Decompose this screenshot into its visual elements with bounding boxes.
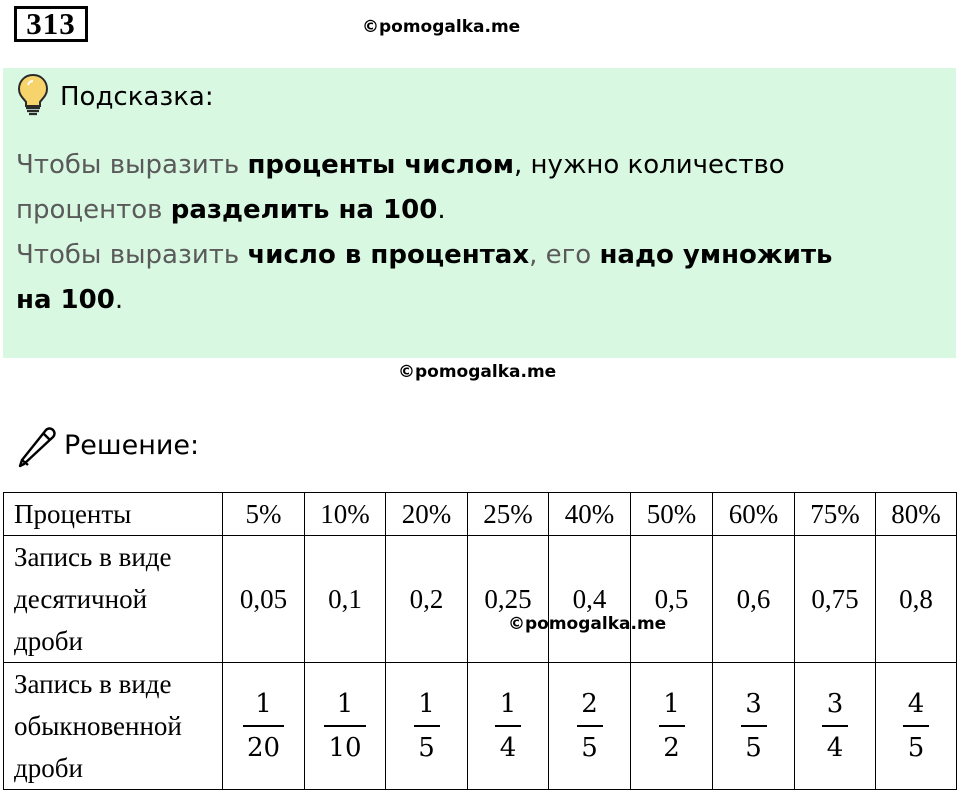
denominator: 10 [328,733,362,763]
fraction [903,687,929,765]
hint-emphasis: на 100 [16,285,115,315]
numerator: 1 [418,689,435,719]
fraction-bar [741,725,767,727]
watermark-middle: ©pomogalka.me [398,362,557,382]
hint-text [16,143,916,323]
fraction-bar [243,725,284,727]
fraction [577,687,603,765]
denominator: 20 [246,733,281,763]
denominator: 5 [907,733,925,763]
table-cell: 10% [305,493,386,536]
hint-title: Подсказка: [60,82,214,112]
fraction-cell [223,663,305,790]
table-cell: 0,75 [795,536,876,663]
row-header-fractions [4,663,223,790]
hint-line-4 [16,278,916,323]
numerator: 3 [745,689,762,719]
lightbulb-icon [16,73,50,117]
row-header-line: дроби [14,753,83,783]
hint-text-segment: , нужно количество [514,150,785,180]
row-header-line: дроби [14,626,83,656]
fraction-bar [414,725,440,727]
table-cell: 60% [713,493,795,536]
table-cell: 25% [468,493,549,536]
denominator: 5 [581,733,598,763]
hint-text-segment: . [114,285,124,315]
fraction-cell [386,663,468,790]
table-cell: 0,2 [386,536,468,663]
hint-emphasis: число в процентах [247,240,530,270]
fraction-cell [549,663,631,790]
row-header-line: Запись в виде [14,669,172,699]
watermark-top: ©pomogalka.me [362,17,521,37]
numerator: 1 [336,689,354,719]
fraction-bar [903,725,929,727]
table-cell: 40% [549,493,631,536]
hint-text-segment: . [437,195,446,225]
hint-text-segment: Чтобы выразить [16,150,248,180]
table-cell: 20% [386,493,468,536]
table-cell: 0,25 [468,536,549,663]
table-cell: 75% [795,493,876,536]
hint-text-segment: Чтобы выразить [16,240,248,270]
fraction-cell [468,663,549,790]
fraction [822,687,848,765]
numerator: 1 [663,689,680,719]
table-cell: 50% [631,493,713,536]
problem-number: 313 [14,6,88,42]
fraction-bar [822,725,848,727]
row-header-line: Запись в виде [14,542,172,572]
fraction-bar [577,725,603,727]
fraction-cell [713,663,795,790]
hint-text-segment: процентов [16,195,171,225]
hint-line-1 [16,143,916,188]
table-cell: 80% [876,493,957,536]
hint-emphasis: разделить на 100 [170,195,438,225]
fraction [324,687,365,765]
denominator: 2 [663,733,680,763]
table-row-fractions [4,663,957,790]
table-cell: 0,1 [305,536,386,663]
fraction-bar [495,725,521,727]
hint-line-2 [16,188,916,233]
numerator: 3 [826,689,844,719]
fraction [414,687,440,765]
table-cell: 5% [223,493,305,536]
table-cell: 0,8 [876,536,957,663]
table-row-percents [4,493,957,536]
denominator: 4 [826,733,844,763]
numerator: 1 [499,689,517,719]
pencil-icon [16,424,58,468]
table-cell: 0,5 [631,536,713,663]
percent-table [3,492,957,790]
fraction [741,687,767,765]
hint-emphasis: надо умножить [599,240,833,270]
fraction [495,687,521,765]
hint-text-segment: , его [529,240,600,270]
denominator: 4 [499,733,517,763]
fraction [659,687,685,765]
solution-title: Решение: [64,430,200,461]
numerator: 2 [581,689,598,719]
row-header-decimals [4,536,223,663]
row-header-line: десятичной [14,584,148,614]
hint-line-3 [16,233,916,278]
fraction-bar [659,725,685,727]
table-cell: 0,6 [713,536,795,663]
fraction-cell [305,663,386,790]
denominator: 5 [418,733,435,763]
watermark-table: ©pomogalka.me [508,614,667,634]
hint-emphasis: проценты числом [247,150,515,180]
fraction-cell [876,663,957,790]
table-cell: 0,4 [549,536,631,663]
table-cell: 0,05 [223,536,305,663]
row-header-line: обыкновенной [14,711,182,741]
fraction-bar [324,725,365,727]
table-row-decimals [4,536,957,663]
numerator: 4 [907,689,925,719]
numerator: 1 [255,689,272,719]
row-header-percents: Проценты [4,493,223,536]
fraction [243,687,284,765]
fraction-cell [631,663,713,790]
fraction-cell [795,663,876,790]
denominator: 5 [745,733,762,763]
